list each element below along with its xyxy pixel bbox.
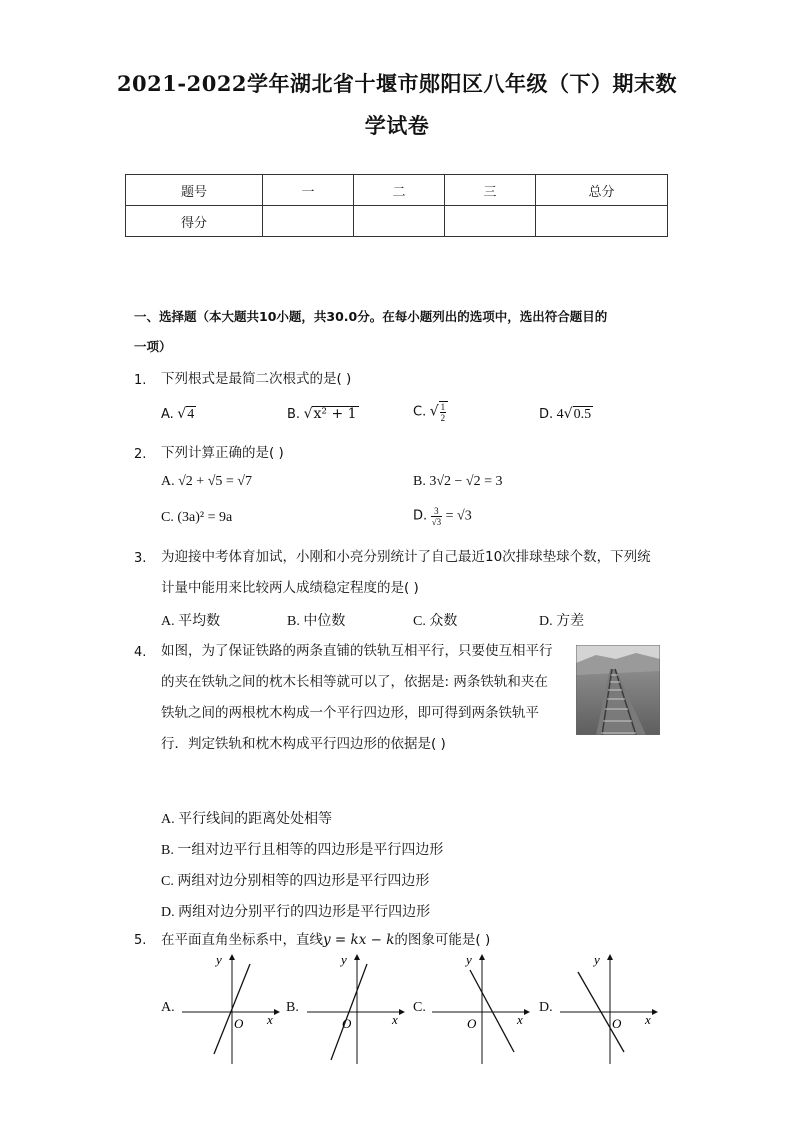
- score-header-cell: 一: [263, 175, 354, 206]
- option-label: D.: [413, 508, 428, 524]
- coefficient: 4: [556, 407, 564, 422]
- origin-label: O: [612, 1016, 622, 1031]
- q4-option-a[interactable]: A. 平行线间的距离处处相等: [161, 812, 333, 827]
- option-label: A.: [161, 407, 174, 422]
- score-header-cell: 二: [354, 175, 445, 206]
- origin-label: O: [342, 1016, 352, 1031]
- y-axis-label: y: [341, 952, 347, 967]
- y-axis-label: y: [216, 952, 222, 967]
- q5-graph-a[interactable]: [180, 952, 280, 1064]
- railway-track-image: [576, 645, 660, 735]
- q5-option-c-label[interactable]: C.: [413, 1000, 426, 1015]
- y-axis-label: y: [466, 952, 472, 967]
- q2-option-b[interactable]: B. 3√2 − √2 = 3: [413, 474, 503, 489]
- option-label: B.: [287, 407, 301, 422]
- score-table: [125, 174, 668, 237]
- option-expression: = √3: [445, 508, 472, 524]
- q4-option-d[interactable]: D. 两组对边分别平行的四边形是平行四边形: [161, 905, 431, 920]
- question-number: 2.: [134, 447, 147, 462]
- question-text: 下列计算正确的是( ): [161, 445, 284, 461]
- option-label: C.: [413, 404, 427, 420]
- x-axis-label: x: [267, 1012, 273, 1027]
- q3-option-d[interactable]: D. 方差: [539, 614, 585, 629]
- score-header-cell: 总分: [536, 175, 668, 206]
- y-axis-label: y: [594, 952, 600, 967]
- origin-label: O: [467, 1016, 477, 1031]
- score-cell: [354, 206, 445, 237]
- question-number: 4.: [134, 645, 147, 660]
- question-text-line1: 为迎接中考体育加试，小刚和小亮分别统计了自己最近10次排球垫球个数，下列统: [161, 549, 651, 565]
- fraction-denominator: √3: [431, 517, 442, 527]
- radicand: 4: [187, 407, 195, 422]
- score-cell: [445, 206, 536, 237]
- radicand: 0.5: [573, 407, 592, 422]
- question-text-line2: 的夹在铁轨之间的枕木长相等就可以了，依据是: 两条铁轨和夹在: [161, 674, 548, 690]
- fraction-numerator: 3: [431, 506, 442, 517]
- q5-option-a-label[interactable]: A.: [161, 1000, 175, 1015]
- q4-option-b[interactable]: B. 一组对边平行且相等的四边形是平行四边形: [161, 843, 444, 858]
- q2-option-d[interactable]: [413, 506, 472, 527]
- page-title-line1: 2021-2022学年湖北省十堰市郧阳区八年级（下）期末数: [116, 71, 678, 96]
- origin-label: O: [234, 1016, 244, 1031]
- q5-graph-d[interactable]: [558, 952, 658, 1064]
- option-label: D.: [539, 407, 554, 422]
- q2-option-c[interactable]: C. (3a)² = 9a: [161, 510, 233, 525]
- question-text: 下列根式是最简二次根式的是( ): [161, 371, 352, 387]
- question-number: 5.: [134, 933, 147, 948]
- q5-graph-c[interactable]: [430, 952, 530, 1064]
- q5-graph-b[interactable]: [305, 952, 405, 1064]
- page-title-line2: 学试卷: [364, 113, 430, 138]
- q3-option-b[interactable]: B. 中位数: [287, 614, 346, 629]
- x-axis-label: x: [392, 1012, 398, 1027]
- q1-option-d[interactable]: D. 4√0.5: [539, 406, 592, 422]
- q3-option-c[interactable]: C. 众数: [413, 614, 458, 629]
- x-axis-label: x: [517, 1012, 523, 1027]
- q2-option-a[interactable]: A. √2 + √5 = √7: [161, 474, 252, 489]
- q3-option-a[interactable]: A. 平均数: [161, 614, 221, 629]
- fraction-denominator: 2: [440, 413, 446, 423]
- question-text-line1: 如图，为了保证铁路的两条直铺的铁轨互相平行，只要使互相平行: [161, 643, 553, 659]
- section-heading-line2: 一项）: [134, 339, 172, 354]
- score-cell: [263, 206, 354, 237]
- score-table-row: [126, 206, 668, 237]
- question-text-line2: 计量中能用来比较两人成绩稳定程度的是( ): [161, 580, 419, 596]
- q4-option-c[interactable]: C. 两组对边分别相等的四边形是平行四边形: [161, 874, 430, 889]
- question-text-line3: 铁轨之间的两根枕木构成一个平行四边形，即可得到两条铁轨平: [161, 705, 539, 721]
- question-number: 3.: [134, 551, 147, 566]
- question-number: 1.: [134, 373, 147, 388]
- radicand: x² + 1: [313, 406, 357, 422]
- score-header-cell: 三: [445, 175, 536, 206]
- question-text-line4: 行．判定铁轨和枕木构成平行四边形的依据是( ): [161, 736, 446, 752]
- q5-option-d-label[interactable]: D.: [539, 1000, 553, 1015]
- q5-option-b-label[interactable]: B.: [286, 1000, 299, 1015]
- x-axis-label: x: [645, 1012, 651, 1027]
- score-row-label: 得分: [126, 206, 263, 237]
- section-heading-line1: 一、选择题（本大题共10小题，共30.0分。在每小题列出的选项中，选出符合题目的: [134, 309, 608, 324]
- question-text-post: 的图象可能是( ): [394, 932, 491, 948]
- q1-option-a[interactable]: A. √4: [161, 406, 195, 422]
- question-math: y = kx − k: [323, 932, 395, 948]
- score-cell: [536, 206, 668, 237]
- score-table-header-row: [126, 175, 668, 206]
- score-header-cell: 题号: [126, 175, 263, 206]
- q1-option-b[interactable]: B. √x² + 1: [287, 406, 357, 422]
- q1-option-c[interactable]: C. √ $\frac{1}{2}$: [413, 401, 448, 423]
- fraction-numerator: 1: [440, 402, 446, 412]
- question-text-pre: 在平面直角坐标系中，直线: [161, 932, 323, 948]
